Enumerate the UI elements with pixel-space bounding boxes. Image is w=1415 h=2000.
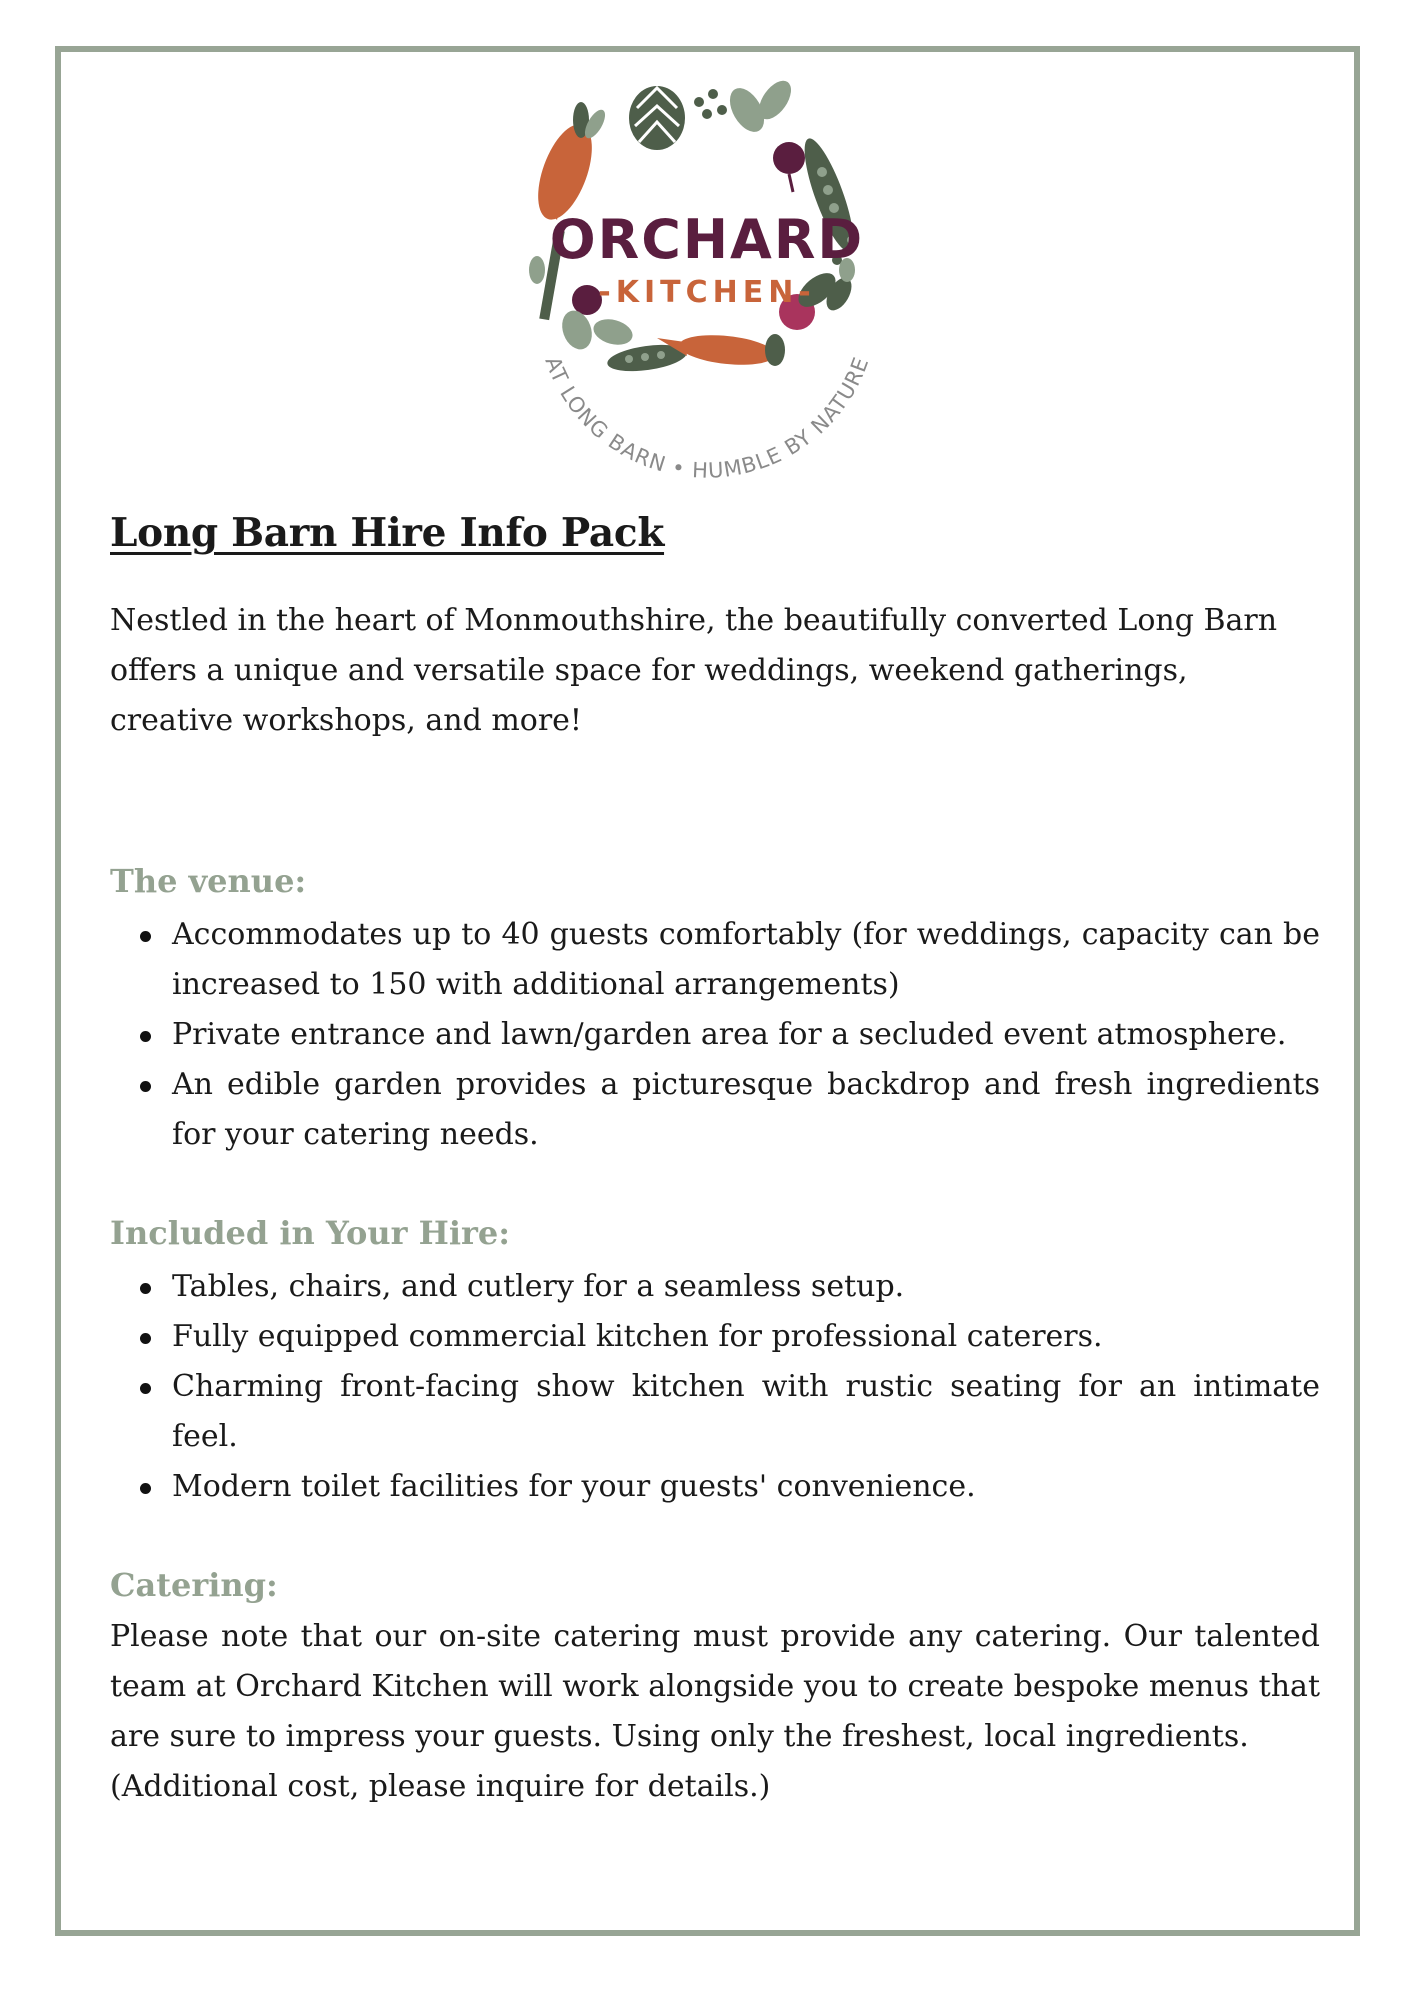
catering-paragraph: Please note that our on-site catering must provide any catering. Our talented team at Orchard Kitchen will work alongside you to create bespoke menus that are sure to impress your guests. Using only the freshest, local ingredients. (110, 1619, 1320, 1754)
list-item: Charming front-facing show kitchen with rustic seating for an intimate feel. (172, 1362, 1320, 1462)
intro-paragraph: Nestled in the heart of Monmouthshire, the beautifully converted Long Barn offers a unique and versatile space for weddings, weekend gatherings, creative workshops, and more! (110, 603, 1278, 738)
orchard-kitchen-logo (517, 80, 897, 480)
venue-heading: The venue: (110, 862, 307, 900)
list-item: Private entrance and lawn/garden area for a secluded event atmosphere. (172, 1010, 1320, 1060)
included-list (110, 1262, 1320, 1512)
included-heading: Included in Your Hire: (110, 1214, 511, 1252)
logo-name-line1: ORCHARD (549, 208, 865, 271)
catering-note: (Additional cost, please inquire for details.) (110, 1769, 771, 1804)
list-item: Fully equipped commercial kitchen for professional caterers. (172, 1312, 1320, 1362)
logo-tagline-text: AT LONG BARN • HUMBLE BY NATURE (540, 353, 874, 480)
list-item: Tables, chairs, and cutlery for a seamless setup. (172, 1262, 1320, 1312)
logo-name-line2: -KITCHEN- (598, 275, 816, 310)
venue-list (110, 910, 1320, 1160)
document-body (110, 510, 1320, 1812)
catering-heading: Catering: (110, 1566, 278, 1604)
list-item: Modern toilet facilities for your guests' convenience. (172, 1462, 1320, 1512)
list-item: An edible garden provides a picturesque backdrop and fresh ingredients for your catering needs. (172, 1060, 1320, 1160)
logo-tagline (540, 353, 873, 480)
list-item: Accommodates up to 40 guests comfortably (for weddings, capacity can be increased to 150 with additional arrangements) (172, 910, 1320, 1010)
page-title: Long Barn Hire Info Pack (110, 510, 665, 556)
